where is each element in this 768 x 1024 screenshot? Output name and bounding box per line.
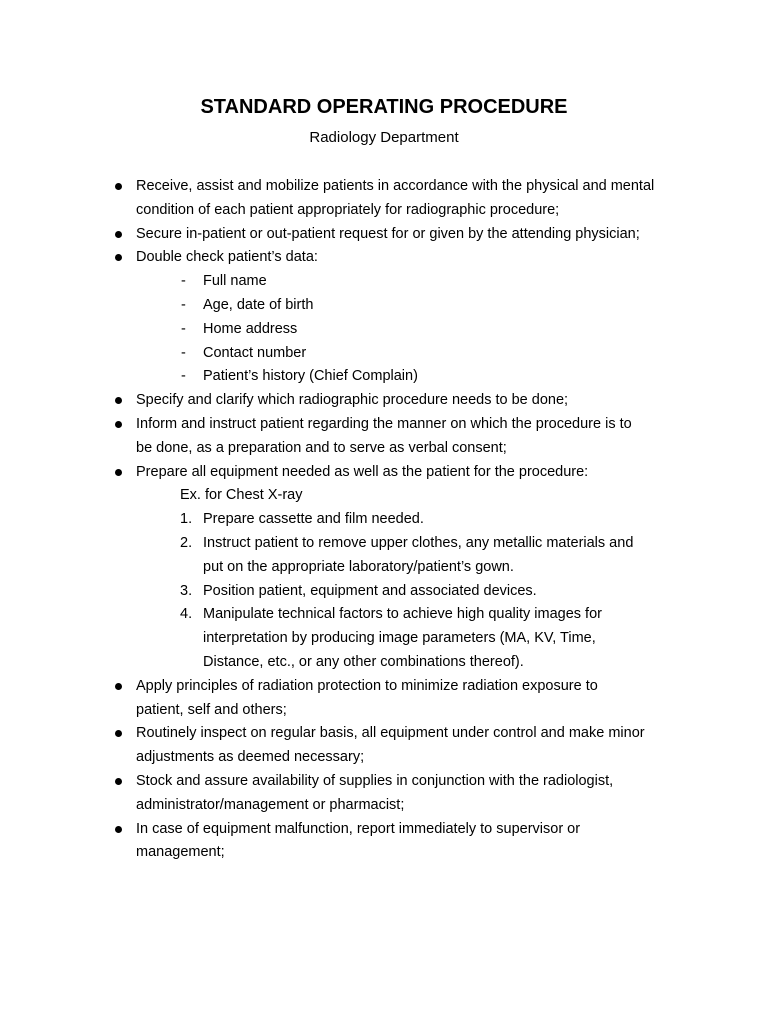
list-item: [0, 413, 768, 437]
bullet-icon: [115, 778, 122, 785]
list-item-text: Apply principles of radiation protection to minimize radiation exposure to: [136, 677, 598, 694]
list-item: [0, 246, 768, 270]
sub-list-item-text: Full name: [203, 273, 267, 290]
step-text: interpretation by producing image parameters (MA, KV, Time,: [203, 630, 596, 647]
dash-marker: -: [181, 296, 186, 313]
numbered-step: [0, 532, 768, 556]
dash-marker: -: [181, 368, 186, 385]
bullet-icon: [115, 826, 122, 833]
bullet-icon: [115, 254, 122, 261]
bullet-icon: [115, 397, 122, 404]
numbered-step: [0, 580, 768, 604]
list-item: [0, 770, 768, 794]
list-item: [0, 818, 768, 842]
step-text: Position patient, equipment and associated devices.: [203, 582, 537, 599]
dash-marker: -: [181, 320, 186, 337]
list-item: [0, 389, 768, 413]
list-item: [0, 675, 768, 699]
bullet-icon: [115, 183, 122, 190]
bullet-icon: [115, 231, 122, 238]
list-item-text: Routinely inspect on regular basis, all equipment under control and make minor: [136, 725, 645, 742]
sub-list-item: [0, 342, 768, 366]
dash-marker: -: [181, 273, 186, 290]
sub-list-item: [0, 270, 768, 294]
list-item-text: Specify and clarify which radiographic procedure needs to be done;: [136, 392, 569, 409]
list-item: [0, 175, 768, 199]
list-item-text: administrator/management or pharmacist;: [136, 796, 405, 813]
step-text: put on the appropriate laboratory/patient’s gown.: [203, 558, 514, 575]
list-item-text: Receive, assist and mobilize patients in accordance with the physical and mental: [136, 178, 655, 194]
dash-marker: -: [181, 344, 186, 361]
step-text: Instruct patient to remove upper clothes, any metallic materials and: [203, 534, 634, 551]
bullet-icon: [115, 469, 122, 476]
list-item-text: Stock and assure availability of supplies in conjunction with the radiologist,: [136, 772, 614, 789]
list-item-text: Secure in-patient or out-patient request for or given by the attending physician;: [136, 225, 640, 242]
sub-list-item-text: Patient’s history (Chief Complain): [203, 368, 418, 385]
list-item-text: Inform and instruct patient regarding the manner on which the procedure is to: [136, 415, 632, 432]
sub-list-item: [0, 294, 768, 318]
list-item-text: Prepare all equipment needed as well as the patient for the procedure:: [136, 463, 589, 480]
step-text: Manipulate technical factors to achieve high quality images for: [203, 606, 602, 623]
list-item-text: adjustments as deemed necessary;: [136, 749, 365, 766]
step-number: 1.: [180, 511, 193, 528]
step-text: Distance, etc., or any other combinations thereof).: [203, 653, 524, 670]
procedure-list: [0, 175, 768, 865]
numbered-step: [0, 603, 768, 627]
page-subtitle: Radiology Department: [309, 129, 459, 146]
bullet-icon: [115, 421, 122, 428]
list-item-text: be done, as a preparation and to serve as verbal consent;: [136, 439, 507, 456]
page-title: STANDARD OPERATING PROCEDURE: [200, 96, 568, 118]
sub-list-item-text: Home address: [203, 320, 298, 337]
numbered-step: [0, 508, 768, 532]
list-item: [0, 722, 768, 746]
step-number: 3.: [180, 582, 193, 599]
bullet-icon: [115, 730, 122, 737]
list-item-text: condition of each patient appropriately for radiographic procedure;: [136, 201, 560, 218]
step-number: 2.: [180, 534, 193, 551]
example-label: Ex. for Chest X-ray: [180, 487, 303, 504]
sub-list-item-text: Age, date of birth: [203, 296, 314, 313]
sub-list-item: [0, 318, 768, 342]
bullet-icon: [115, 683, 122, 690]
sub-list-item-text: Contact number: [203, 344, 307, 361]
list-item-text: patient, self and others;: [136, 701, 287, 718]
list-item-text: In case of equipment malfunction, report immediately to supervisor or: [136, 820, 581, 837]
list-item-text: management;: [136, 844, 225, 861]
sub-list-item: [0, 365, 768, 389]
list-item: [0, 461, 768, 485]
list-item-text: Double check patient’s data:: [136, 249, 318, 266]
list-item: [0, 223, 768, 247]
step-number: 4.: [180, 606, 193, 623]
step-text: Prepare cassette and film needed.: [203, 511, 424, 528]
